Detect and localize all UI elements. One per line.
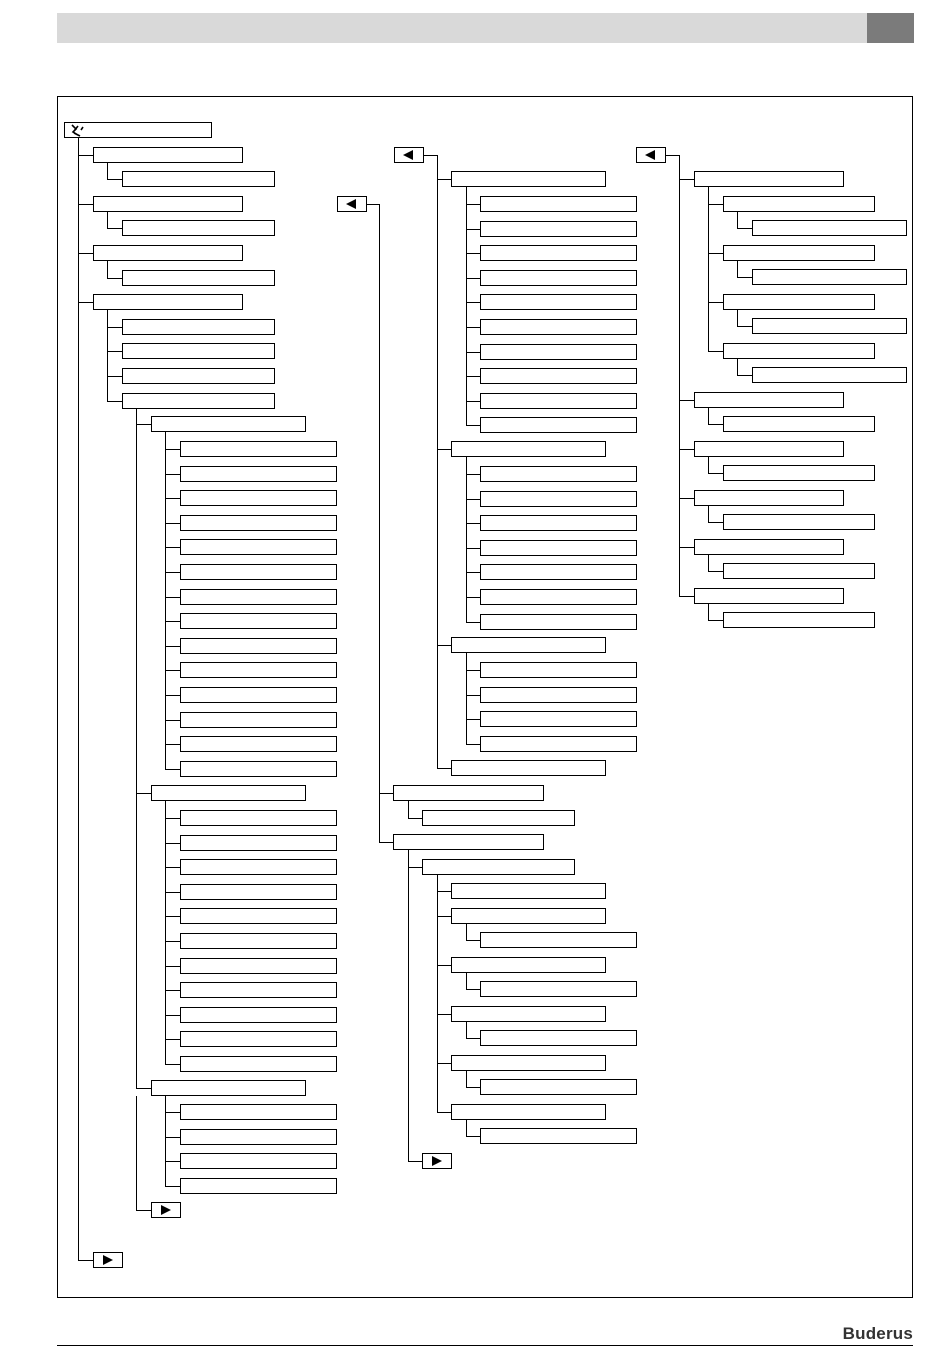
menu-box[interactable] — [753, 368, 907, 383]
menu-box[interactable] — [65, 123, 212, 138]
menu-box[interactable] — [94, 295, 243, 310]
menu-box[interactable] — [423, 811, 575, 826]
menu-box[interactable] — [181, 442, 337, 457]
menu-box[interactable] — [181, 516, 337, 531]
menu-box[interactable] — [452, 884, 606, 899]
menu-box[interactable] — [152, 417, 306, 432]
menu-box[interactable] — [94, 148, 243, 163]
menu-box[interactable] — [452, 442, 606, 457]
menu-box[interactable] — [94, 197, 243, 212]
menu-box[interactable] — [695, 491, 844, 506]
menu-box[interactable] — [452, 172, 606, 187]
menu-box[interactable] — [181, 737, 337, 752]
menu-box[interactable] — [724, 197, 875, 212]
menu-box[interactable] — [695, 589, 844, 604]
menu-box[interactable] — [123, 369, 275, 384]
brand-logo: Buderus — [842, 1324, 913, 1343]
menu-box[interactable] — [181, 836, 337, 851]
menu-box[interactable] — [481, 197, 637, 212]
menu-box[interactable] — [181, 1008, 337, 1023]
menu-box[interactable] — [481, 737, 637, 752]
menu-box[interactable] — [152, 786, 306, 801]
menu-box[interactable] — [481, 295, 637, 310]
menu-box[interactable] — [152, 1081, 306, 1096]
menu-box[interactable] — [753, 319, 907, 334]
menu-box[interactable] — [481, 712, 637, 727]
menu-box[interactable] — [724, 417, 875, 432]
menu-box[interactable] — [423, 860, 575, 875]
menu-box[interactable] — [181, 1105, 337, 1120]
menu-box[interactable] — [123, 172, 275, 187]
menu-box[interactable] — [181, 688, 337, 703]
menu-box[interactable] — [481, 222, 637, 237]
menu-box[interactable] — [452, 1105, 606, 1120]
menu-box[interactable] — [181, 663, 337, 678]
menu-box[interactable] — [181, 1154, 337, 1169]
menu-box[interactable] — [181, 1057, 337, 1072]
menu-box[interactable] — [695, 393, 844, 408]
menu-box[interactable] — [481, 369, 637, 384]
menu-box[interactable] — [123, 344, 275, 359]
menu-box[interactable] — [481, 394, 637, 409]
menu-box[interactable] — [695, 172, 844, 187]
menu-box[interactable] — [695, 442, 844, 457]
menu-box[interactable] — [181, 1032, 337, 1047]
menu-box[interactable] — [452, 909, 606, 924]
menu-box[interactable] — [481, 541, 637, 556]
menu-box[interactable] — [724, 564, 875, 579]
menu-box[interactable] — [481, 345, 637, 360]
menu-box[interactable] — [181, 590, 337, 605]
menu-box[interactable] — [452, 1056, 606, 1071]
menu-box[interactable] — [181, 713, 337, 728]
menu-box[interactable] — [481, 590, 637, 605]
menu-box[interactable] — [181, 1179, 337, 1194]
menu-box[interactable] — [123, 271, 275, 286]
menu-box[interactable] — [181, 540, 337, 555]
menu-box[interactable] — [481, 271, 637, 286]
menu-box[interactable] — [452, 1007, 606, 1022]
menu-box[interactable] — [181, 1130, 337, 1145]
menu-box[interactable] — [724, 515, 875, 530]
menu-box[interactable] — [481, 1129, 637, 1144]
menu-box[interactable] — [123, 394, 275, 409]
menu-box[interactable] — [181, 762, 337, 777]
menu-box[interactable] — [481, 688, 637, 703]
menu-box[interactable] — [452, 958, 606, 973]
menu-box[interactable] — [181, 565, 337, 580]
menu-box[interactable] — [481, 615, 637, 630]
footer-divider — [57, 1345, 913, 1346]
menu-box[interactable] — [724, 295, 875, 310]
menu-box[interactable] — [123, 320, 275, 335]
menu-box[interactable] — [394, 835, 544, 850]
menu-box[interactable] — [181, 614, 337, 629]
menu-box[interactable] — [181, 959, 337, 974]
menu-box[interactable] — [181, 983, 337, 998]
menu-box[interactable] — [452, 638, 606, 653]
menu-box[interactable] — [94, 246, 243, 261]
menu-box[interactable] — [181, 811, 337, 826]
menu-box[interactable] — [753, 221, 907, 236]
menu-box[interactable] — [481, 1031, 637, 1046]
menu-box[interactable] — [181, 467, 337, 482]
menu-box[interactable] — [181, 639, 337, 654]
menu-box[interactable] — [481, 246, 637, 261]
menu-box[interactable] — [724, 344, 875, 359]
menu-box[interactable] — [724, 466, 875, 481]
menu-box[interactable] — [481, 982, 637, 997]
menu-box[interactable] — [481, 933, 637, 948]
menu-box[interactable] — [481, 467, 637, 482]
menu-box[interactable] — [452, 761, 606, 776]
menu-box[interactable] — [481, 663, 637, 678]
menu-box[interactable] — [753, 270, 907, 285]
menu-box[interactable] — [123, 221, 275, 236]
menu-box[interactable] — [481, 1080, 637, 1095]
menu-box[interactable] — [724, 613, 875, 628]
menu-box[interactable] — [481, 418, 637, 433]
menu-box[interactable] — [481, 492, 637, 507]
menu-box[interactable] — [481, 320, 637, 335]
menu-box[interactable] — [724, 246, 875, 261]
menu-box[interactable] — [181, 491, 337, 506]
menu-box[interactable] — [181, 860, 337, 875]
menu-box[interactable] — [481, 565, 637, 580]
menu-box[interactable] — [181, 934, 337, 949]
menu-box[interactable] — [394, 786, 544, 801]
menu-box[interactable] — [695, 540, 844, 555]
menu-box[interactable] — [181, 885, 337, 900]
menu-box[interactable] — [181, 909, 337, 924]
menu-box[interactable] — [481, 516, 637, 531]
